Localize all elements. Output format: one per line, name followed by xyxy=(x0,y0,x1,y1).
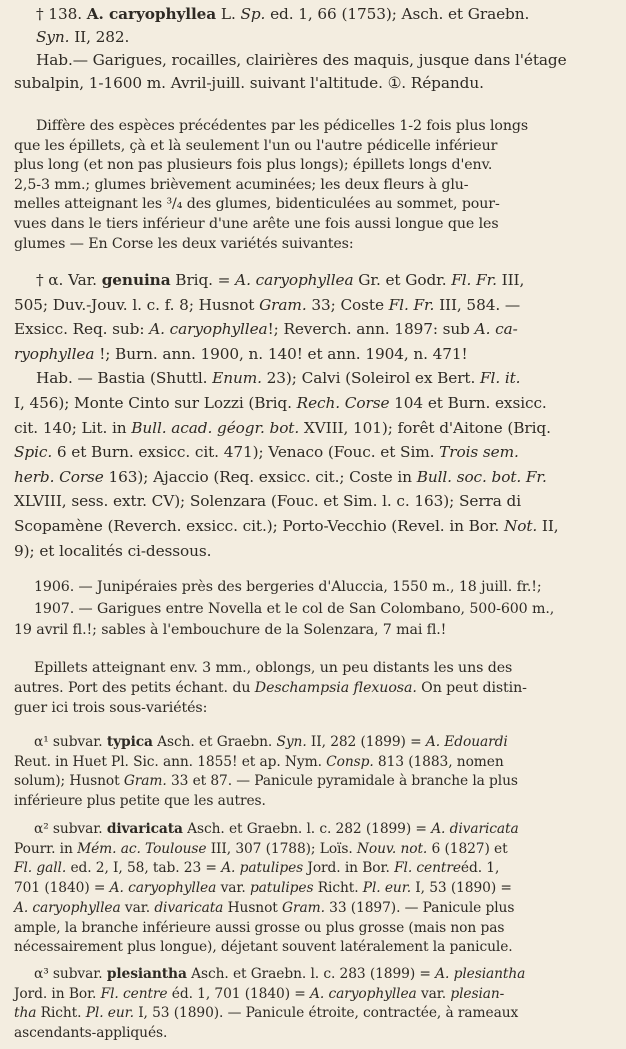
species-habitat: Hab.— Garigues, rocailles, clairières des maquis, jusque dans l'étage xyxy=(36,51,567,69)
species-heading: † 138. A. caryophyllea L. Sp. ed. 1, 66 (1753); Asch. et Graebn. xyxy=(36,5,530,23)
subvariety-plesiantha: α³ subvar. plesiantha Asch. et Graebn. l. c. 283 (1899) = A. plesiantha Jord. in Bor. Fl. centre éd. 1, 701 (1840) = A. caryophyllea var. plesian- tha Richt. Pl. eur. I, 53 (1890). — Panicule étroite, contractée, à rameaux ascendants-appliqués. xyxy=(14,966,526,1042)
species-entry: † 138. A. caryophyllea L. Sp. ed. 1, 66 (1753); Asch. et Graebn. Syn. II, 282. Hab.— Garigues, rocailles, clairières des maquis, jusque dans l'étage subalpin, 1-1600 m. Avril-juill. suivant l'altitude. ①. Répandu. xyxy=(14,3,614,95)
collection-records: 1906. — Junipéraies près des bergeries d'Aluccia, 1550 m., 18 juill. fr.!; 1907. — Garigues entre Novella et le col de San Colombano, 500-600 m., 19 avril fl.!; sables à l'embouchure de la Solenzara, 7 mai fl.! xyxy=(14,577,614,642)
species-syn: Syn. II, 282. xyxy=(36,28,130,46)
variety-genuina: † α. Var. genuina Briq. = A. caryophyllea Gr. et Godr. Fl. Fr. III, 505; Duv.-Jouv. l. c. f. 8; Husnot Gram. 33; Coste Fl. Fr. III, 584. — Exsicc. Req. sub: A. caryophyllea!; Reverch. ann. 1897: sub A. ca- ryophyllea !; Burn. ann. 1900, n. 140! et ann. 1904, n. 471! Hab. — Bastia (Shuttl. Enum. 23); Calvi (Soleirol ex Bert. Fl. it. I, 456); Monte Cinto sur Lozzi (Briq. Rech. Corse 104 et Burn. exsicc. cit. 140; Lit. in Bull. acad. géogr. bot. XVIII, 101); forêt d'Aitone (Briq. Spic. 6 et Burn. exsicc. cit. 471); Venaco (Fouc. et Sim. Trois sem. herb. Corse 163); Ajaccio (Req. exsicc. cit.; Coste in Bull. soc. bot. Fr. XLVIII, sess. extr. CV); Solenzara (Fouc. et Sim. l. c. 163); Serra di Scopamène (Reverch. exsicc. cit.); Porto-Vecchio (Revel. in Bor. Not. II, 9); et localités ci-dessous. xyxy=(14,271,559,560)
record-1907: 1907. — Garigues entre Novella et le col de San Colombano, 500-600 m., xyxy=(34,600,555,617)
epillets-paragraph: Epillets atteignant env. 3 mm., oblongs, un peu distants les uns des autres. Port des petits échant. du Deschampsia flexuosa. On peut distin- guer ici trois sous-variétés: xyxy=(14,660,527,716)
record-1906: 1906. — Junipéraies près des bergeries d'Aluccia, 1550 m., 18 juill. fr.!; xyxy=(34,579,542,595)
subvariety-divaricata: α² subvar. divaricata Asch. et Graebn. l. c. 282 (1899) = A. divaricata Pourr. in Mém. ac. Toulouse III, 307 (1788); Loïs. Nouv. not. 6 (1827) et Fl. gall. ed. 2, I, 58, tab. 23 = A. patulipes Jord. in Bor. Fl. centreéd. 1, 701 (1840) = A. caryophyllea var. patulipes Richt. Pl. eur. I, 53 (1890) = A. caryophyllea var. divaricata Husnot Gram. 33 (1897). — Panicule plus ample, la branche inférieure aussi grosse ou plus grosse (mais non pas nécessairement plus longue), déjetant souvent latéralement la panicule. xyxy=(14,821,519,956)
subvariety-typica: α¹ subvar. typica Asch. et Graebn. Syn. II, 282 (1899) = A. Edouardi Reut. in Huet Pl. Sic. ann. 1855! et ap. Nym. Consp. 813 (1883, nomen solum); Husnot Gram. 33 et 87. — Panicule pyramidale à branche la plus inférieure plus petite que les autres. xyxy=(14,734,518,810)
description-paragraph: Diffère des espèces précédentes par les pédicelles 1-2 fois plus longs que les épillets, çà et là seulement l'un ou l'autre pédicelle inférieur plus long (et non pas plusieurs fois plus longs); épillets longs d'env. 2,5-3 mm.; glumes brièvement acuminées; les deux fleurs à glu- melles atteignant les ³/₄ des glumes, bidenticulées au sommet, pour- vues dans le tiers inférieur d'une arête une fois aussi longue que les glumes — En Corse les deux variétés suivantes: xyxy=(14,118,529,252)
species-name: A. caryophyllea xyxy=(86,5,217,23)
